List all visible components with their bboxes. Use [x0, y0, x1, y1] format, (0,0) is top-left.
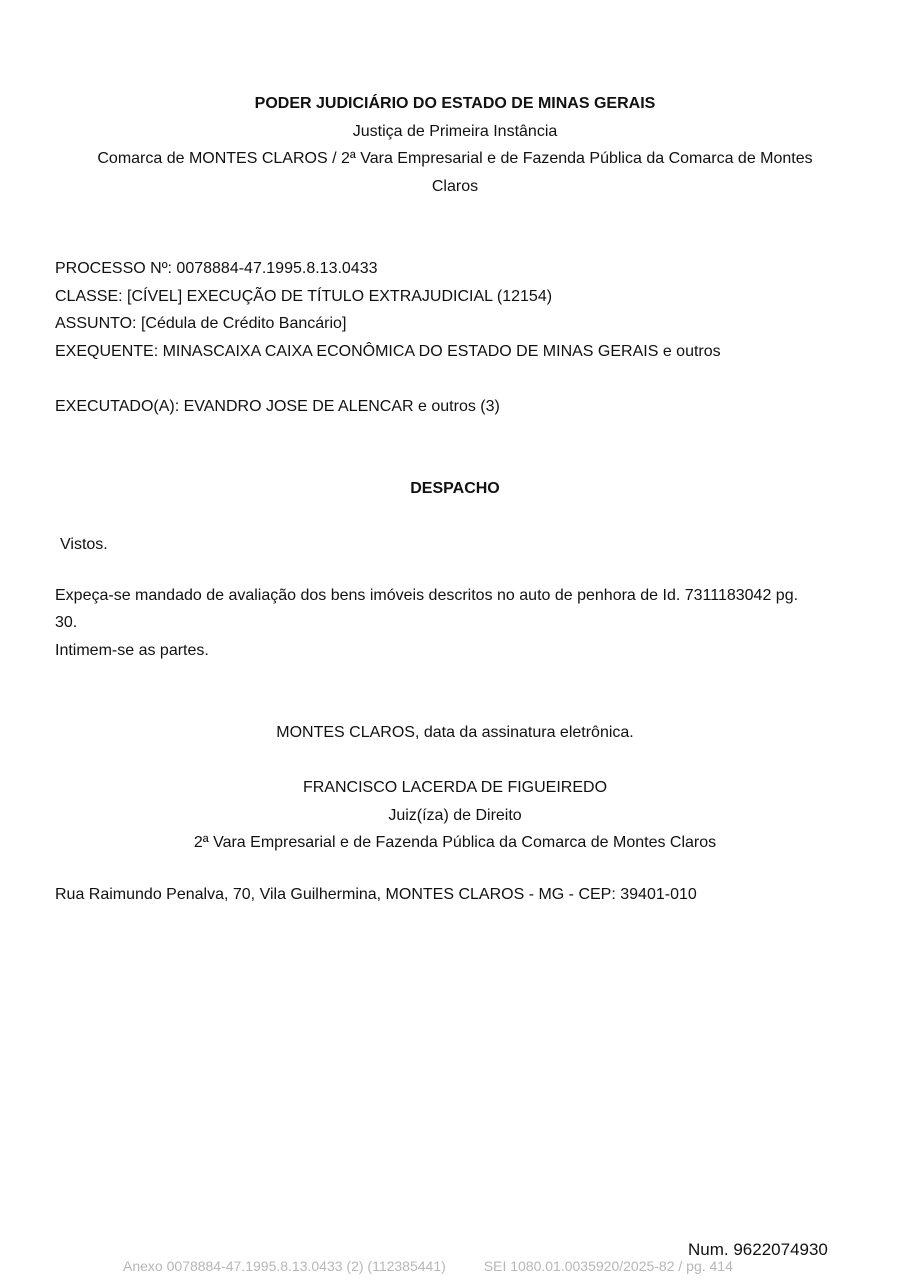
footer-stamp	[123, 1257, 733, 1275]
body-paragraph-line1: Expeça-se mandado de avaliação dos bens imóveis descritos no auto de penhora de Id. 7311183042 pg.	[55, 587, 799, 604]
court-instance: Justiça de Primeira Instância	[352, 123, 558, 140]
case-exequente: EXEQUENTE: MINASCAIXA CAIXA ECONÔMICA DO ESTADO DE MINAS GERAIS e outros	[55, 343, 721, 360]
judge-title: Juiz(íza) de Direito	[388, 807, 522, 824]
signature-place-date: MONTES CLAROS, data da assinatura eletrônica.	[276, 724, 634, 741]
footer-sei-ref: SEI 1080.01.0035920/2025-82 / pg. 414	[483, 1258, 733, 1274]
case-number: PROCESSO Nº: 0078884-47.1995.8.13.0433	[55, 260, 378, 277]
case-class: CLASSE: [CÍVEL] EXECUÇÃO DE TÍTULO EXTRAJUDICIAL (12154)	[55, 288, 553, 305]
footer-anexo-ref: Anexo 0078884-47.1995.8.13.0433 (2) (112385441)	[123, 1258, 446, 1274]
case-executado: EXECUTADO(A): EVANDRO JOSE DE ALENCAR e outros (3)	[55, 398, 500, 415]
document-title: DESPACHO	[410, 480, 500, 497]
court-comarca-line1: Comarca de MONTES CLAROS / 2ª Vara Empresarial e de Fazenda Pública da Comarca de Montes	[97, 150, 813, 167]
court-comarca-line2: Claros	[431, 178, 479, 195]
case-subject: ASSUNTO: [Cédula de Crédito Bancário]	[55, 315, 347, 332]
vistos-text: Vistos.	[60, 536, 108, 553]
court-address: Rua Raimundo Penalva, 70, Vila Guilhermina, MONTES CLAROS - MG - CEP: 39401-010	[55, 886, 697, 903]
court-name: 2ª Vara Empresarial e de Fazenda Pública da Comarca de Montes Claros	[193, 834, 717, 851]
body-paragraph-intimem: Intimem-se as partes.	[55, 642, 209, 659]
judge-name: FRANCISCO LACERDA DE FIGUEIREDO	[302, 779, 608, 796]
court-header-title: PODER JUDICIÁRIO DO ESTADO DE MINAS GERAIS	[254, 95, 656, 112]
document-number: Num. 9622074930	[688, 1240, 828, 1259]
body-paragraph-line2: 30.	[55, 614, 78, 631]
